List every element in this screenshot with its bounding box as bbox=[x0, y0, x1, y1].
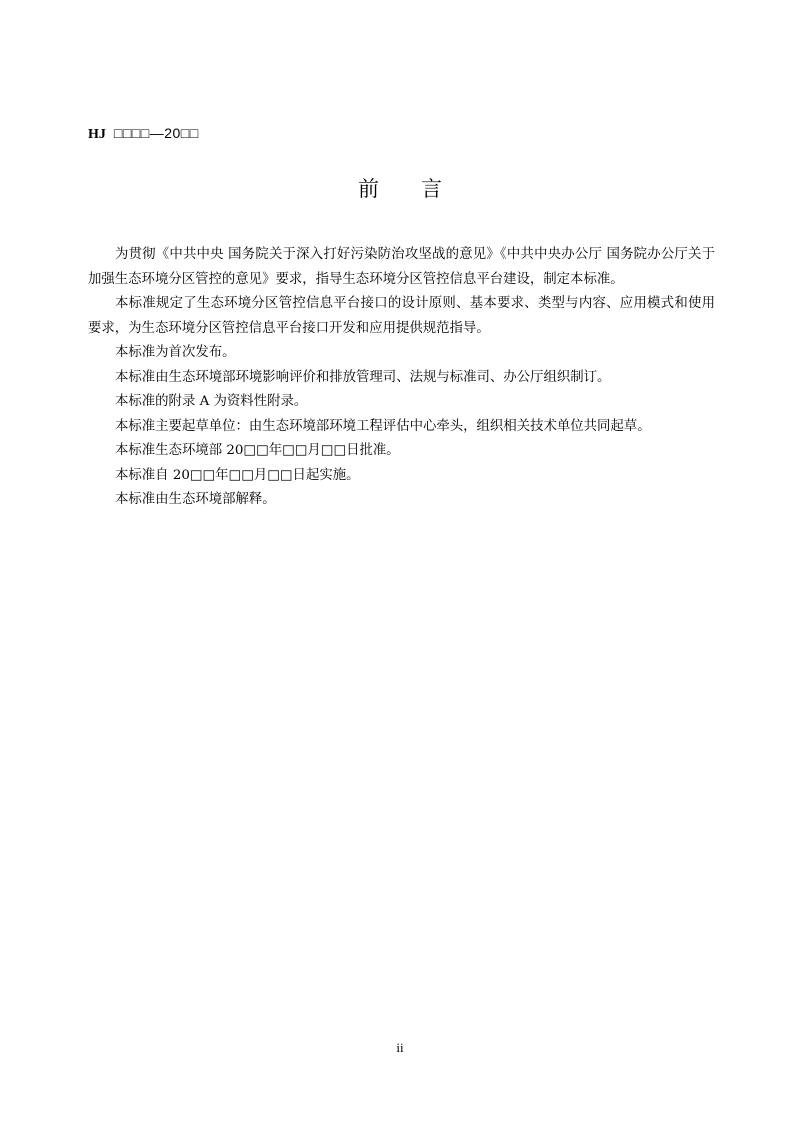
paragraph-organizers: 本标准由生态环境部环境影响评价和排放管理司、法规与标准司、办公厅组织制订。 bbox=[115, 369, 611, 385]
paragraph-approval-date: 本标准生态环境部 20□□年□□月□□日批准。 bbox=[115, 443, 400, 458]
standard-prefix: HJ bbox=[88, 127, 106, 142]
foreword-body bbox=[88, 243, 715, 513]
standard-number: □□□□—20□□ bbox=[113, 125, 199, 141]
page-number: ii bbox=[396, 1040, 404, 1055]
paragraph-first-release: 本标准为首次发布。 bbox=[115, 345, 236, 360]
section-title: 前言 bbox=[358, 177, 484, 201]
paragraph-scope: 本标准规定了生态环境分区管控信息平台接口的设计原则、基本要求、类型与内容、应用模式和使用要求，为生态环境分区管控信息平台接口开发和应用提供规范指导。 bbox=[88, 296, 715, 336]
standard-code-header bbox=[88, 124, 199, 144]
paragraph-purpose: 为贯彻《中共中央 国务院关于深入打好污染防治攻坚战的意见》《中共中央办公厅 国务院办公厅关于加强生态环境分区管控的意见》要求，指导生态环境分区管控信息平台建设，制定本标准。 bbox=[88, 247, 715, 287]
paragraph-effective-date: 本标准自 20□□年□□月□□日起实施。 bbox=[115, 467, 360, 483]
paragraph-interpretation: 本标准由生态环境部解释。 bbox=[115, 492, 276, 507]
paragraph-drafters: 本标准主要起草单位：由生态环境部环境工程评估中心牵头，组织相关技术单位共同起草。 bbox=[115, 418, 651, 434]
paragraph-appendix: 本标准的附录 A 为资料性附录。 bbox=[115, 394, 308, 409]
